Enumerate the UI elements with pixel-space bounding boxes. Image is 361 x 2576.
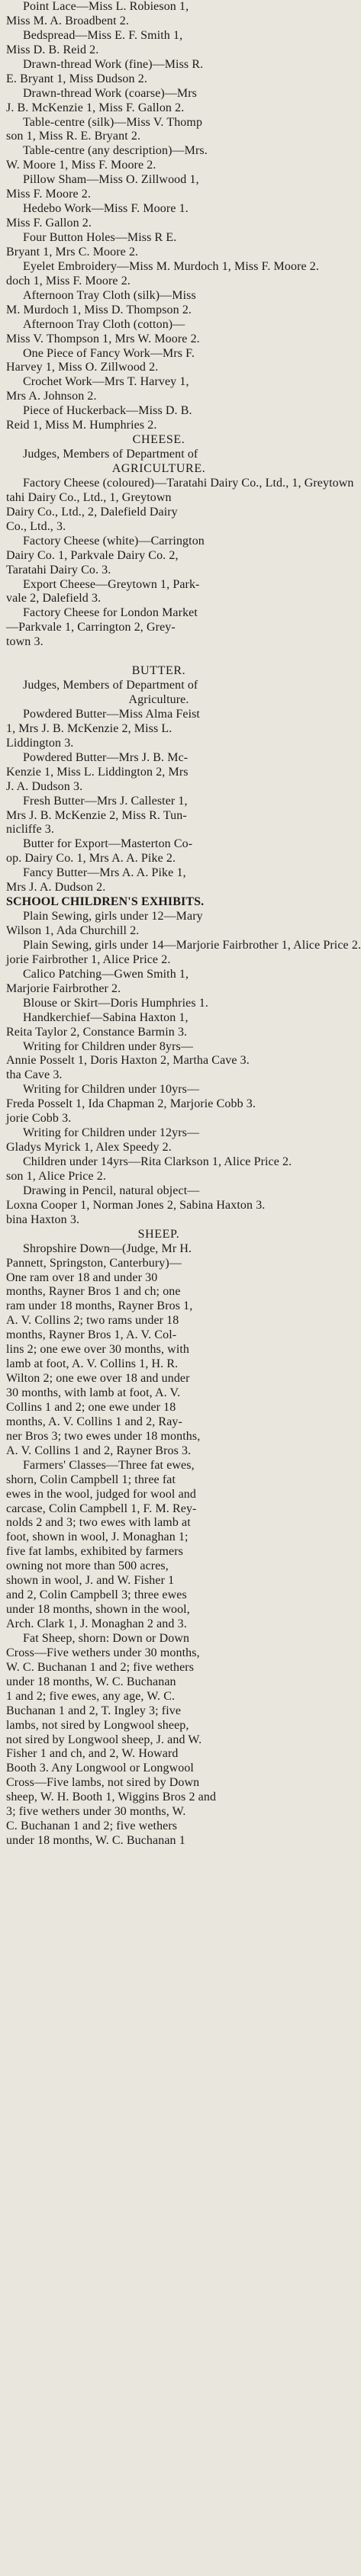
text-line: owning not more than 500 acres, bbox=[6, 1559, 169, 1573]
text-line: Bryant 1, Mrs C. Moore 2. bbox=[6, 245, 139, 259]
text-line: shorn, Colin Campbell 1; three fat bbox=[6, 1473, 176, 1486]
text-line: vale 2, Dalefield 3. bbox=[6, 592, 102, 605]
text-line: Fisher 1 and ch, and 2, W. Howard bbox=[6, 1747, 179, 1761]
text-line: Factory Cheese (coloured)—Taratahi Dairy Co., Ltd., 1, Greytown bbox=[23, 476, 354, 490]
text-line: Reid 1, Miss M. Humphries 2. bbox=[6, 419, 157, 432]
text-line: Farmers' Classes—Three fat ewes, bbox=[23, 1458, 195, 1472]
section-heading: SCHOOL CHILDREN'S EXHIBITS. bbox=[6, 895, 205, 909]
text-line: town 3. bbox=[6, 635, 44, 649]
text-line: Kenzie 1, Miss L. Liddington 2, Mrs bbox=[6, 765, 189, 779]
text-line: Miss M. A. Broadbent 2. bbox=[6, 14, 129, 27]
text-line: Reita Taylor 2, Constance Barmin 3. bbox=[6, 1025, 188, 1039]
text-line: lins 2; one ewe over 30 months, with bbox=[6, 1343, 190, 1357]
text-line: Freda Posselt 1, Ida Chapman 2, Marjorie Cobb 3. bbox=[6, 1097, 256, 1111]
text-line: C. Buchanan 1 and 2; five wethers bbox=[6, 1820, 178, 1833]
text-line: Shropshire Down—(Judge, Mr H. bbox=[23, 1241, 192, 1255]
text-line: bina Haxton 3. bbox=[6, 1213, 80, 1226]
text-line: Table-centre (any description)—Mrs. bbox=[23, 144, 208, 158]
text-line: Taratahi Dairy Co. 3. bbox=[6, 563, 111, 577]
text-line: Export Cheese—Greytown 1, Park- bbox=[23, 577, 200, 591]
text-line: E. Bryant 1, Miss Dudson 2. bbox=[6, 72, 147, 85]
text-line: op. Dairy Co. 1, Mrs A. A. Pike 2. bbox=[6, 852, 176, 866]
text-line: foot, shown in wool, J. Monaghan 1; bbox=[6, 1531, 189, 1544]
text-line: not sired by Longwool sheep, J. and W. bbox=[6, 1733, 202, 1746]
text-line: Mrs J. A. Dudson 2. bbox=[6, 881, 106, 895]
text-line: months, Rayner Bros 1, A. V. Col- bbox=[6, 1328, 177, 1342]
text-line: doch 1, Miss F. Moore 2. bbox=[6, 274, 131, 287]
text-line: 3; five wethers under 30 months, W. bbox=[6, 1805, 186, 1819]
text-line: Hedebo Work—Miss F. Moore 1. bbox=[23, 202, 189, 216]
text-line: son 1, Miss R. E. Bryant 2. bbox=[6, 130, 141, 143]
text-line: ner Bros 3; two ewes under 18 months, bbox=[6, 1429, 201, 1443]
text-line: Afternoon Tray Cloth (silk)—Miss bbox=[23, 288, 196, 302]
text-line: Pillow Sham—Miss O. Zillwood 1, bbox=[23, 173, 199, 187]
text-line: Miss V. Thompson 1, Mrs W. Moore 2. bbox=[6, 332, 200, 345]
text-line: J. A. Dudson 3. bbox=[6, 779, 83, 793]
text-line: M. Murdoch 1, Miss D. Thompson 2. bbox=[6, 303, 192, 316]
text-line: Wilson 1, Ada Churchill 2. bbox=[6, 924, 140, 937]
text-line: Butter for Export—Masterton Co- bbox=[23, 837, 193, 851]
text-line: Drawn-thread Work (fine)—Miss R. bbox=[23, 57, 204, 71]
text-line: Fresh Butter—Mrs J. Callester 1, bbox=[23, 794, 188, 808]
text-line: Miss F. Moore 2. bbox=[6, 188, 91, 201]
text-line: 1 and 2; five ewes, any age, W. C. bbox=[6, 1689, 176, 1703]
text-line: J. B. McKenzie 1, Miss F. Gallon 2. bbox=[6, 101, 185, 114]
text-line: and 2, Colin Campbell 3; three ewes bbox=[6, 1588, 187, 1602]
section-heading: SHEEP. bbox=[137, 1227, 180, 1241]
text-line: Four Button Holes—Miss R E. bbox=[23, 231, 177, 244]
text-line: Dairy Co., Ltd., 2, Dalefield Dairy bbox=[6, 505, 178, 519]
text-line: Loxna Cooper 1, Norman Jones 2, Sabina Haxton 3. bbox=[6, 1198, 266, 1212]
text-line: Piece of Huckerback—Miss D. B. bbox=[23, 404, 192, 418]
text-line: lamb at foot, A. V. Collins 1, H. R. bbox=[6, 1357, 179, 1371]
text-line: Writing for Children under 8yrs— bbox=[23, 1039, 193, 1053]
text-line: tha Cave 3. bbox=[6, 1068, 63, 1082]
text-line: under 18 months, W. C. Buchanan bbox=[6, 1675, 176, 1688]
text-line: W. C. Buchanan 1 and 2; five wethers bbox=[6, 1660, 195, 1674]
text-line: Crochet Work—Mrs T. Harvey 1, bbox=[23, 375, 189, 389]
text-line: ram under 18 months, Rayner Bros 1, bbox=[6, 1299, 193, 1313]
text-line: Drawn-thread Work (coarse)—Mrs bbox=[23, 86, 197, 100]
text-line: A. V. Collins 2; two rams under 18 bbox=[6, 1314, 179, 1328]
text-line: nolds 2 and 3; two ewes with lamb at bbox=[6, 1516, 191, 1530]
text-line bbox=[6, 650, 311, 664]
section-heading: CHEESE. bbox=[132, 433, 185, 447]
text-line: ewes in the wool, judged for wool and bbox=[6, 1487, 196, 1501]
text-line: Factory Cheese for London Market bbox=[23, 606, 198, 620]
text-line: Pannett, Springston, Canterbury)— bbox=[6, 1256, 182, 1270]
text-line: under 18 months, shown in the wool, bbox=[6, 1603, 190, 1617]
text-line: shown in wool, J. and W. Fisher 1 bbox=[6, 1574, 175, 1588]
text-line: Collins 1 and 2; one ewe under 18 bbox=[6, 1400, 176, 1414]
text-line: Calico Patching—Gwen Smith 1, bbox=[23, 967, 189, 981]
text-line: Powdered Butter—Miss Alma Feist bbox=[23, 707, 200, 721]
text-line: Mrs A. Johnson 2. bbox=[6, 390, 97, 403]
text-line: Judges, Members of Department of bbox=[23, 679, 198, 692]
text-line: Arch. Clark 1, J. Monaghan 2 and 3. bbox=[6, 1617, 187, 1630]
text-line: Judges, Members of Department of bbox=[23, 448, 198, 461]
text-line: son 1, Alice Price 2. bbox=[6, 1169, 106, 1183]
text-line: Marjorie Fairbrother 2. bbox=[6, 981, 121, 995]
text-line: lambs, not sired by Longwool sheep, bbox=[6, 1718, 189, 1732]
text-line: Fat Sheep, shorn: Down or Down bbox=[23, 1631, 190, 1645]
text-line: Plain Sewing, girls under 14—Marjorie Fairbrother 1, Alice Price 2. bbox=[23, 938, 361, 952]
text-line: months, Rayner Bros 1 and ch; one bbox=[6, 1285, 181, 1299]
text-line: jorie Fairbrother 1, Alice Price 2. bbox=[6, 952, 171, 966]
text-line: carcase, Colin Campbell 1, F. M. Rey- bbox=[6, 1502, 197, 1515]
text-line: Afternoon Tray Cloth (cotton)— bbox=[23, 317, 185, 331]
text-line: W. Moore 1, Miss F. Moore 2. bbox=[6, 159, 156, 172]
text-line: tahi Dairy Co., Ltd., 1, Greytown bbox=[6, 490, 172, 504]
text-line: Bedspread—Miss E. F. Smith 1, bbox=[23, 28, 183, 42]
text-line: Buchanan 1 and 2, T. Ingley 3; five bbox=[6, 1704, 182, 1717]
text-line: Booth 3. Any Longwool or Longwool bbox=[6, 1762, 194, 1775]
text-line: Cross—Five wethers under 30 months, bbox=[6, 1646, 200, 1659]
text-line: Plain Sewing, girls under 12—Mary bbox=[23, 910, 203, 923]
section-heading: AGRICULTURE. bbox=[111, 462, 206, 475]
text-line: Mrs J. B. McKenzie 2, Miss R. Tun- bbox=[6, 808, 187, 822]
text-line: Factory Cheese (white)—Carrington bbox=[23, 534, 205, 548]
text-line: Miss F. Gallon 2. bbox=[6, 217, 92, 230]
text-line: Eyelet Embroidery—Miss M. Murdoch 1, Miss F. Moore 2. bbox=[23, 259, 319, 273]
text-line: Co., Ltd., 3. bbox=[6, 519, 66, 533]
text-line: under 18 months, W. C. Buchanan 1 bbox=[6, 1834, 185, 1848]
text-line: months, A. V. Collins 1 and 2, Ray- bbox=[6, 1415, 182, 1428]
section-heading: BUTTER. bbox=[131, 664, 186, 678]
text-line: jorie Cobb 3. bbox=[6, 1112, 72, 1126]
text-line: Cross—Five lambs, not sired by Down bbox=[6, 1776, 200, 1790]
text-line: One Piece of Fancy Work—Mrs F. bbox=[23, 346, 195, 360]
text-line: Agriculture. bbox=[128, 693, 189, 706]
text-line: Annie Posselt 1, Doris Haxton 2, Martha Cave 3. bbox=[6, 1054, 250, 1068]
text-line: 1, Mrs J. B. McKenzie 2, Miss L. bbox=[6, 721, 172, 735]
text-line: nicliffe 3. bbox=[6, 823, 55, 837]
text-line: sheep, W. H. Booth 1, Wiggins Bros 2 and bbox=[6, 1791, 217, 1804]
text-line: Miss D. B. Reid 2. bbox=[6, 43, 99, 56]
text-line: Liddington 3. bbox=[6, 736, 74, 750]
text-line: A. V. Collins 1 and 2, Rayner Bros 3. bbox=[6, 1444, 192, 1457]
text-line: Fancy Butter—Mrs A. A. Pike 1, bbox=[23, 866, 186, 880]
text-line: Harvey 1, Miss O. Zillwood 2. bbox=[6, 361, 159, 374]
text-line: Powdered Butter—Mrs J. B. Mc- bbox=[23, 750, 189, 764]
text-line: Children under 14yrs—Rita Clarkson 1, Alice Price 2. bbox=[23, 1155, 292, 1168]
text-line: Writing for Children under 12yrs— bbox=[23, 1126, 200, 1140]
text-line: Table-centre (silk)—Miss V. Thomp bbox=[23, 115, 203, 129]
text-line: Drawing in Pencil, natural object— bbox=[23, 1184, 200, 1197]
text-line: Writing for Children under 10yrs— bbox=[23, 1083, 200, 1097]
text-line: Wilton 2; one ewe over 18 and under bbox=[6, 1372, 190, 1386]
text-line: Handkerchief—Sabina Haxton 1, bbox=[23, 1010, 189, 1024]
text-line: Gladys Myrick 1, Alex Speedy 2. bbox=[6, 1141, 172, 1155]
text-line: Dairy Co. 1, Parkvale Dairy Co. 2, bbox=[6, 548, 179, 562]
text-line: —Parkvale 1, Carrington 2, Grey- bbox=[6, 621, 176, 634]
text-line: Blouse or Skirt—Doris Humphries 1. bbox=[23, 996, 208, 1010]
text-line: Point Lace—Miss L. Robieson 1, bbox=[23, 0, 189, 13]
text-line: One ram over 18 and under 30 bbox=[6, 1270, 158, 1284]
text-line: five fat lambs, exhibited by farmers bbox=[6, 1545, 183, 1559]
text-line: 30 months, with lamb at foot, A. V. bbox=[6, 1386, 181, 1399]
